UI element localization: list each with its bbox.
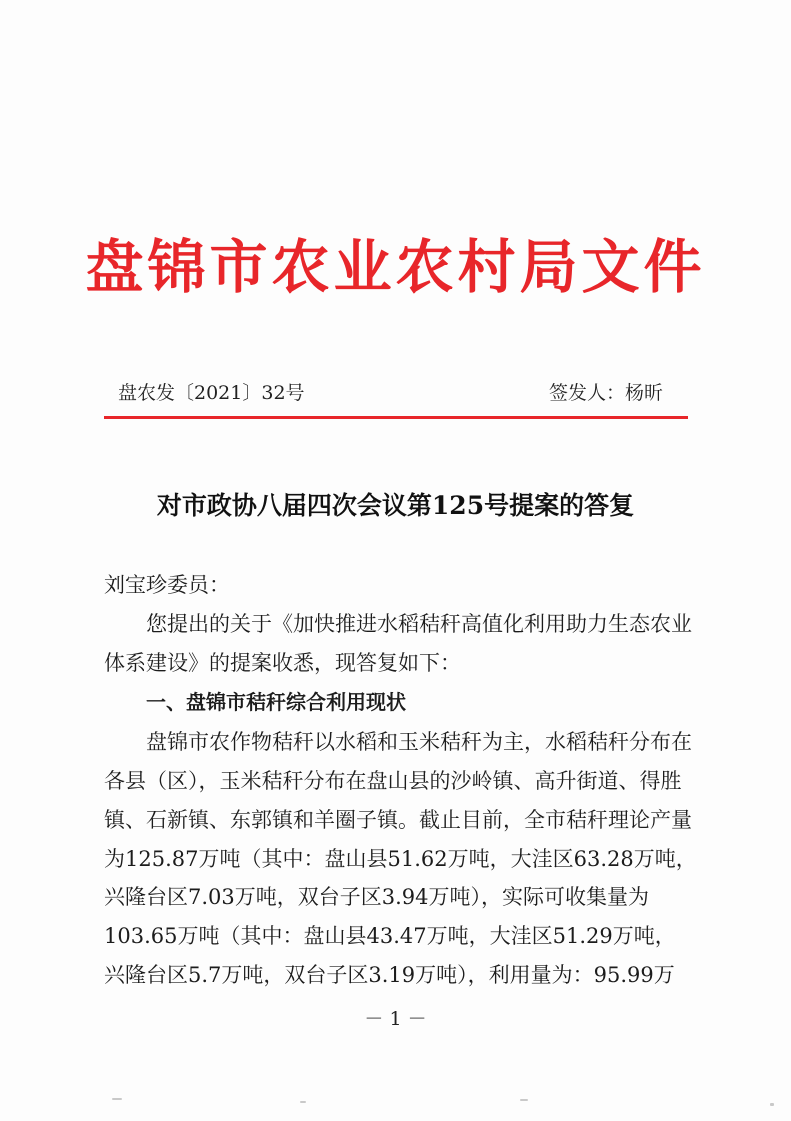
paragraph-line: 103.65万吨（其中：盘山县43.47万吨，大洼区51.29万吨， (104, 924, 676, 948)
paragraph-line: 兴隆台区5.7万吨，双台子区3.19万吨），利用量为：95.99万 (104, 963, 675, 987)
salutation: 刘宝珍委员： (104, 573, 230, 597)
red-divider-line (104, 416, 688, 419)
scan-speck (112, 1098, 122, 1100)
paragraph-line: 为125.87万吨（其中：盘山县51.62万吨，大洼区63.28万吨， (104, 847, 697, 871)
document-number: 盘农发〔2021〕32号 (118, 382, 305, 404)
document-subject: 对市政协八届四次会议第125号提案的答复 (156, 491, 635, 520)
scan-speck (520, 1099, 528, 1101)
paragraph-line: 各县（区），玉米秸秆分布在盘山县的沙岭镇、高升街道、得胜 (104, 769, 682, 793)
paragraph-line: 盘锦市农作物秸秆以水稻和玉米秸秆为主，水稻秸秆分布在 (146, 730, 692, 754)
section-heading: 一、盘锦市秸秆综合利用现状 (146, 690, 406, 714)
document-header-title: 盘锦市农业农村局文件 (85, 233, 706, 301)
paragraph-line: 您提出的关于《加快推进水稻秸秆高值化利用助力生态农业 (146, 612, 692, 636)
scan-speck (770, 1103, 774, 1106)
scan-speck (300, 1101, 306, 1103)
paragraph-line: 体系建设》的提案收悉，现答复如下： (104, 651, 461, 675)
page-number: － 1 － (364, 1008, 427, 1030)
paragraph-line: 镇、石新镇、东郭镇和羊圈子镇。截止目前，全市秸秆理论产量 (104, 808, 692, 832)
issuer-signature: 签发人：杨昕 (548, 382, 663, 404)
paragraph-line: 兴隆台区7.03万吨，双台子区3.94万吨），实际可收集量为 (104, 885, 650, 909)
